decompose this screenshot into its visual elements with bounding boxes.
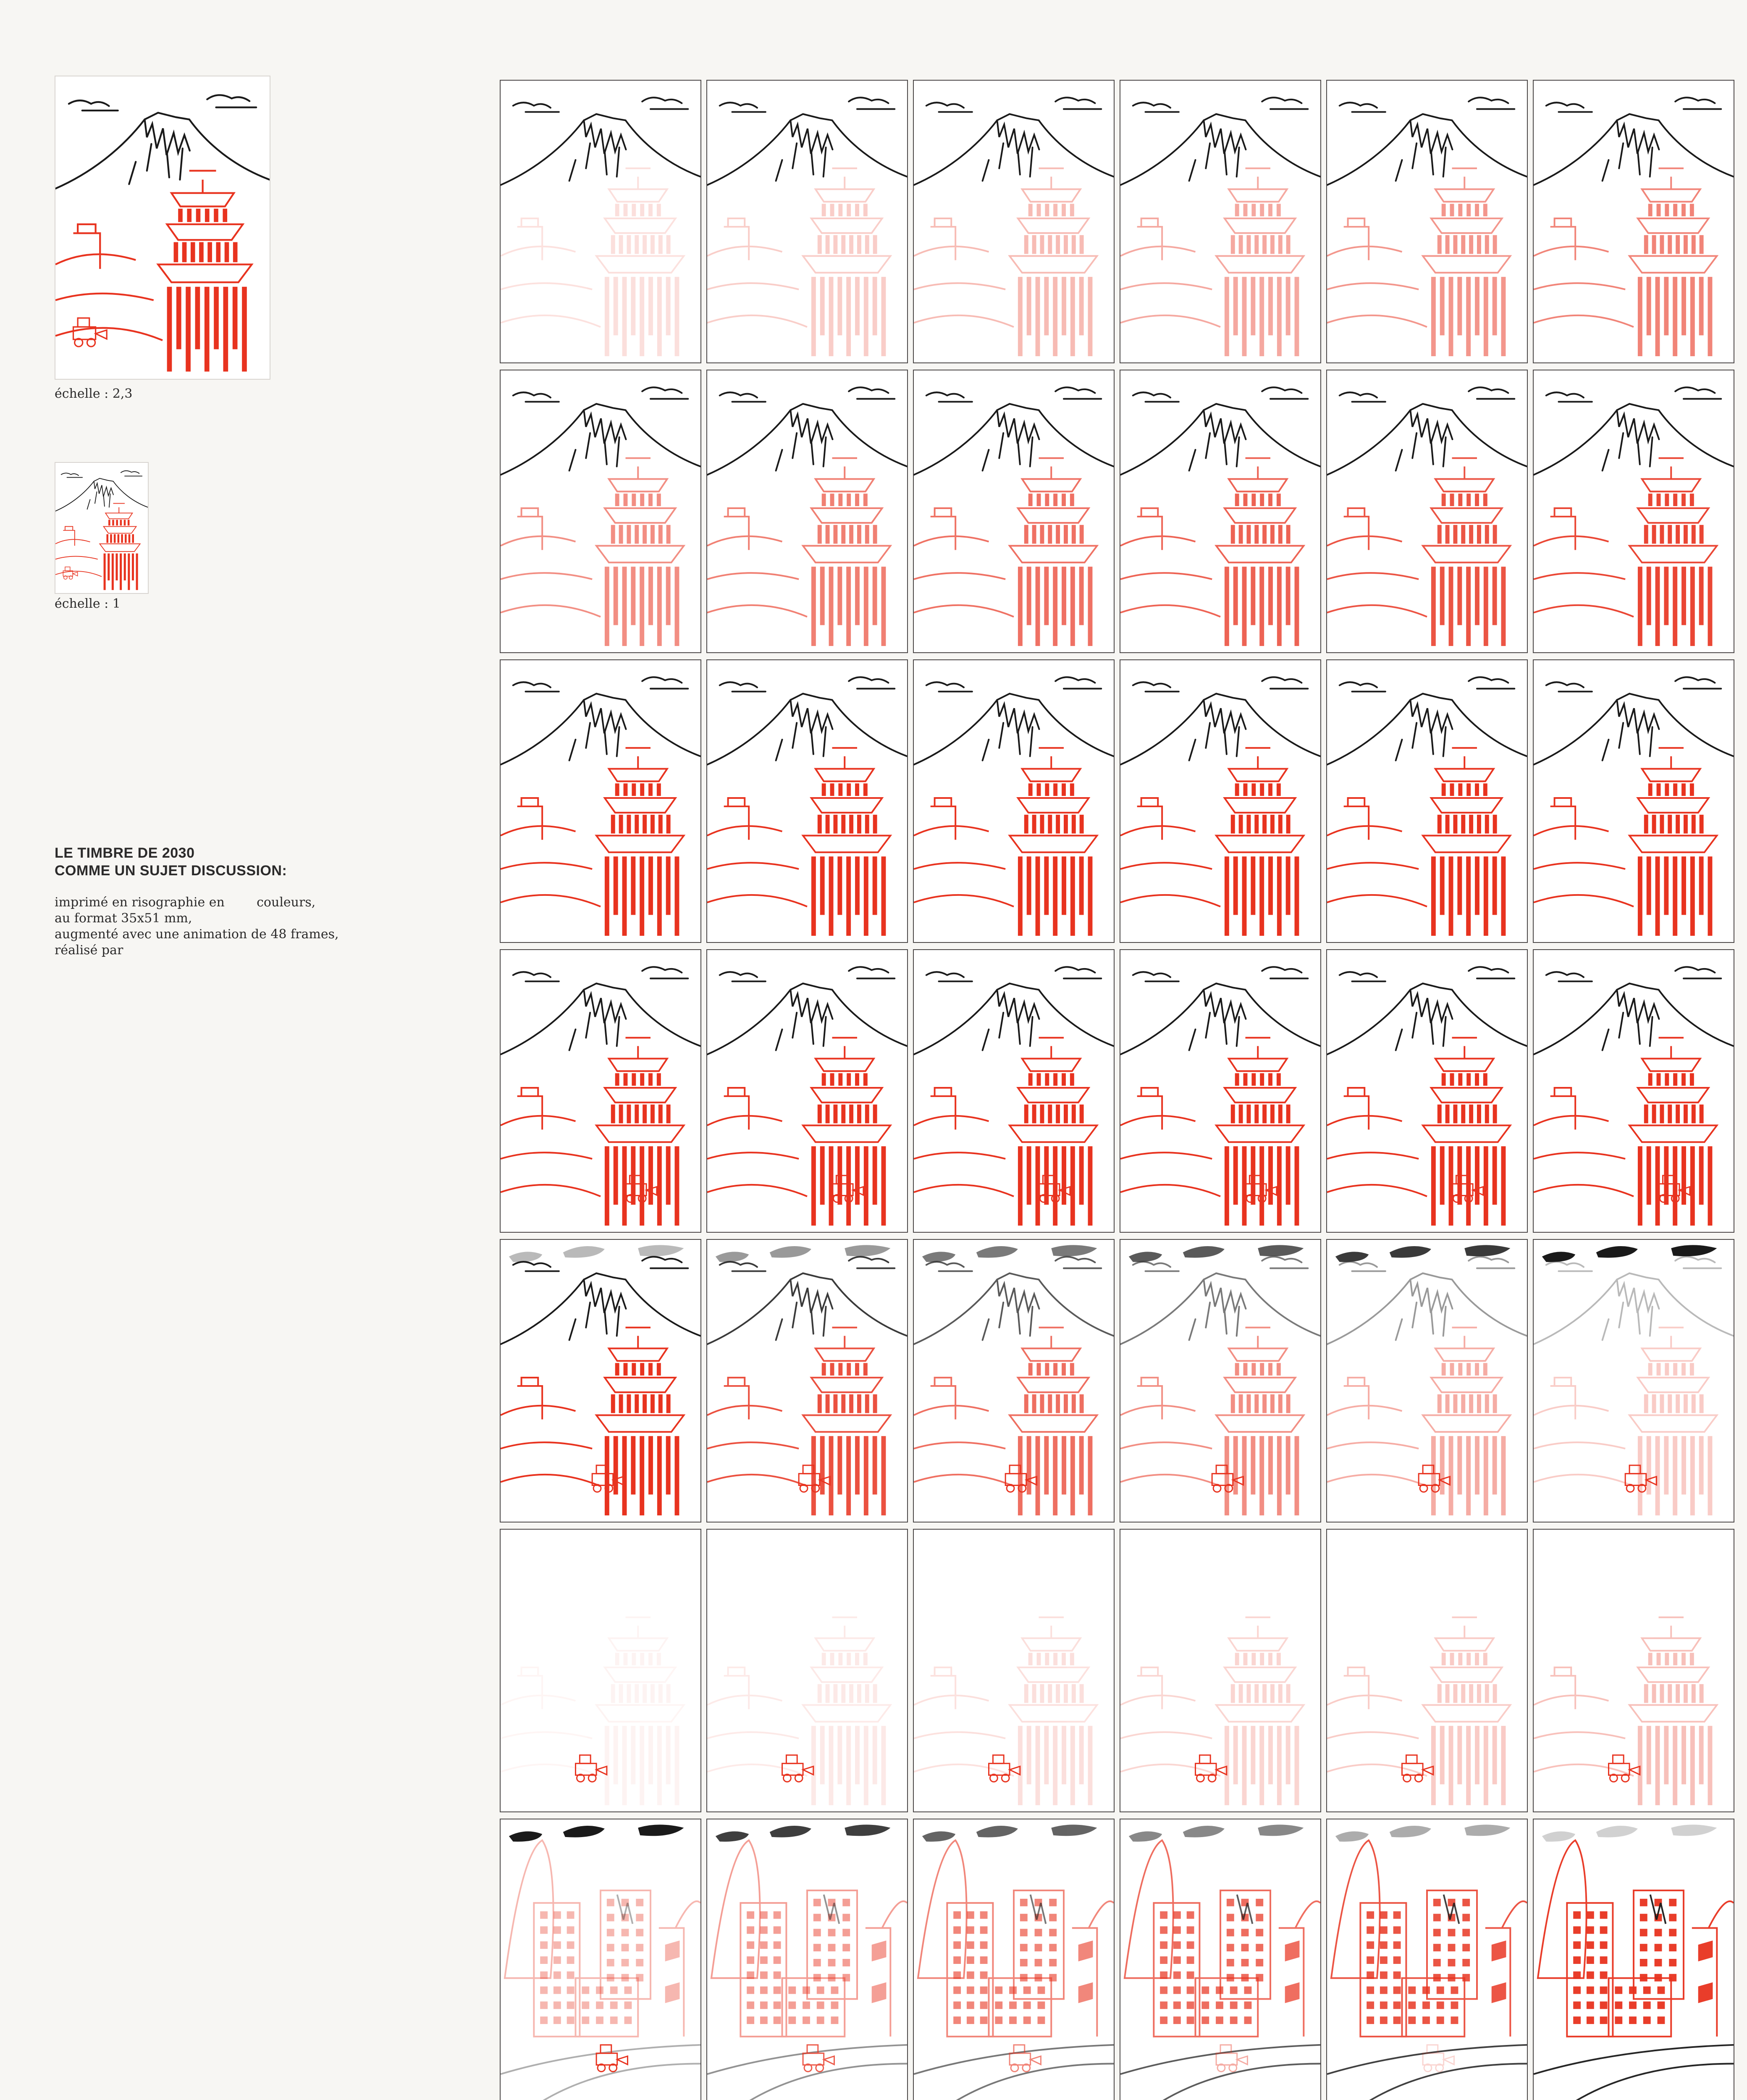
frame-illustration [1327, 660, 1527, 942]
animation-frame-13 [500, 659, 701, 943]
frame-illustration [1327, 1530, 1527, 1811]
frame-illustration [501, 1819, 700, 2100]
animation-frame-11 [1326, 370, 1528, 653]
frame-illustration [707, 1240, 907, 1522]
animation-frame-40 [1120, 1819, 1321, 2100]
animation-frame-37 [500, 1819, 701, 2100]
animation-frame-5 [1326, 80, 1528, 363]
animation-frame-35 [1326, 1529, 1528, 1812]
frame-illustration [1120, 1819, 1320, 2100]
animation-frame-25 [500, 1239, 701, 1522]
animation-frame-14 [706, 659, 908, 943]
info-body-line: augmenté avec une animation de 48 frames, [55, 927, 339, 942]
animation-frame-22 [1120, 949, 1321, 1233]
animation-frame-34 [1120, 1529, 1321, 1812]
animation-frame-33 [913, 1529, 1115, 1812]
animation-frame-6 [1533, 80, 1734, 363]
info-body-line: imprimé en risographie en couleurs, [55, 895, 316, 910]
frame-illustration [707, 950, 907, 1232]
preview-illustration-small [55, 463, 148, 593]
frame-illustration [501, 660, 700, 942]
animation-frame-36 [1533, 1529, 1734, 1812]
animation-frame-4 [1120, 80, 1321, 363]
animation-frame-39 [913, 1819, 1115, 2100]
frame-illustration [707, 1819, 907, 2100]
animation-frame-7 [500, 370, 701, 653]
info-title-line-2: COMME UN SUJET DISCUSSION: [55, 863, 287, 879]
info-body [55, 895, 433, 958]
animation-frame-38 [706, 1819, 908, 2100]
frame-illustration [914, 1240, 1114, 1522]
frame-illustration [501, 1530, 700, 1811]
animation-frame-42 [1533, 1819, 1734, 2100]
info-body-line: réalisé par [55, 943, 123, 958]
frame-illustration [501, 1240, 700, 1522]
frame-illustration [707, 660, 907, 942]
info-title-line-1: LE TIMBRE DE 2030 [55, 845, 195, 861]
animation-frame-21 [913, 949, 1115, 1233]
preview-illustration-large [55, 76, 270, 379]
frame-illustration [1327, 950, 1527, 1232]
preview-scale-1 [55, 462, 149, 594]
preview-scene-small [55, 471, 148, 590]
animation-frame-29 [1326, 1239, 1528, 1522]
animation-frame-27 [913, 1239, 1115, 1522]
frame-illustration [1327, 1819, 1527, 2100]
frame-illustration [707, 81, 907, 362]
frame-illustration [914, 1530, 1114, 1811]
animation-frame-17 [1326, 659, 1528, 943]
animation-frame-20 [706, 949, 908, 1233]
animation-frame-24 [1533, 949, 1734, 1233]
frame-illustration [1534, 660, 1734, 942]
animation-frame-8 [706, 370, 908, 653]
frame-illustration [1327, 1240, 1527, 1522]
animation-frame-28 [1120, 1239, 1321, 1522]
animation-frame-16 [1120, 659, 1321, 943]
frame-illustration [914, 81, 1114, 362]
frame-illustration [914, 660, 1114, 942]
frame-illustration [1120, 660, 1320, 942]
frame-illustration [1120, 950, 1320, 1232]
info-title [55, 844, 287, 879]
frame-illustration [1534, 950, 1734, 1232]
animation-frame-19 [500, 949, 701, 1233]
frame-illustration [1534, 1530, 1734, 1811]
animation-frame-grid [500, 80, 1734, 2100]
animation-frame-32 [706, 1529, 908, 1812]
frame-illustration [1327, 370, 1527, 652]
frame-illustration [914, 370, 1114, 652]
animation-frame-31 [500, 1529, 701, 1812]
preview-scene-large [55, 95, 270, 371]
animation-frame-1 [500, 80, 701, 363]
scale-label-large: échelle : 2,3 [55, 386, 133, 401]
animation-frame-9 [913, 370, 1115, 653]
frame-illustration [1120, 81, 1320, 362]
animation-frame-12 [1533, 370, 1734, 653]
animation-frame-3 [913, 80, 1115, 363]
frame-illustration [1327, 81, 1527, 362]
frame-illustration [1534, 81, 1734, 362]
info-body-line: au format 35x51 mm, [55, 911, 192, 926]
frame-illustration [1534, 370, 1734, 652]
scale-label-small: échelle : 1 [55, 596, 121, 611]
animation-frame-23 [1326, 949, 1528, 1233]
animation-frame-10 [1120, 370, 1321, 653]
frame-illustration [501, 370, 700, 652]
preview-scale-2-3 [55, 76, 270, 380]
frame-illustration [501, 81, 700, 362]
frame-illustration [501, 950, 700, 1232]
frame-illustration [1534, 1819, 1734, 2100]
animation-frame-41 [1326, 1819, 1528, 2100]
animation-frame-15 [913, 659, 1115, 943]
frame-illustration [707, 1530, 907, 1811]
frame-illustration [914, 1819, 1114, 2100]
frame-illustration [707, 370, 907, 652]
frame-illustration [1120, 1240, 1320, 1522]
animation-frame-30 [1533, 1239, 1734, 1522]
frame-illustration [914, 950, 1114, 1232]
frame-illustration [1120, 370, 1320, 652]
animation-frame-2 [706, 80, 908, 363]
animation-frame-18 [1533, 659, 1734, 943]
frame-illustration [1120, 1530, 1320, 1811]
animation-frame-26 [706, 1239, 908, 1522]
frame-illustration [1534, 1240, 1734, 1522]
